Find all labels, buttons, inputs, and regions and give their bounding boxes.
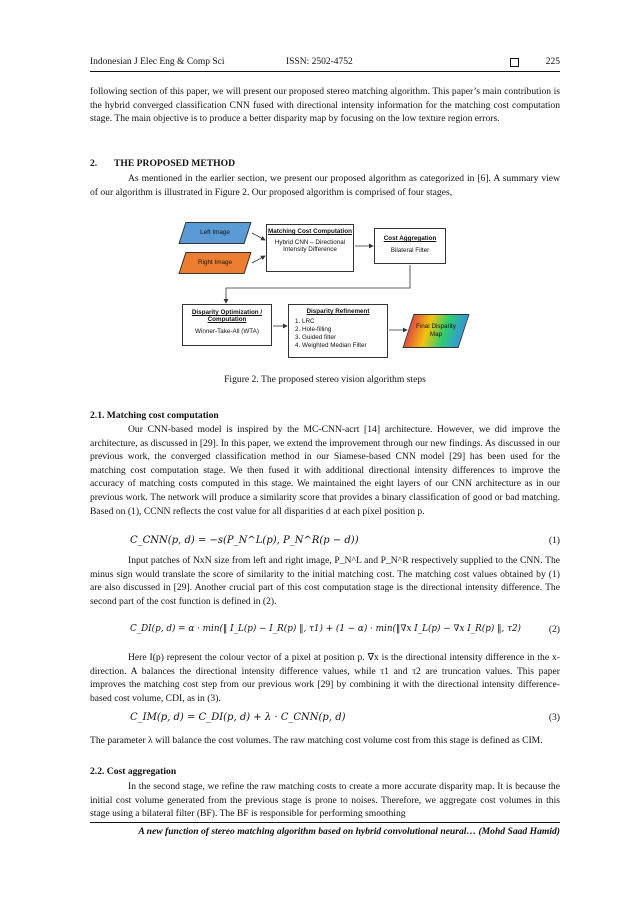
subsection-paragraph: The parameter λ will balance the cost volumes. The raw matching cost volume cost from this stage is defined as CIM. (90, 735, 543, 746)
disparity-refinement-title: Disparity Refinement (306, 308, 370, 315)
subsection-paragraph: In the second stage, we refine the raw matching costs to create a more accurate disparity map. It is because the initial cost volume generated from the previous stage is prone to noises. Therefore, we aggregate cost volumes in this stage using a bilateral filter (BF). The BF is responsible for performing smoothing (90, 781, 560, 820)
footer-divider (90, 822, 560, 823)
equation-1 (130, 535, 560, 546)
equation-1-number: (1) (548, 535, 560, 546)
cost-aggregation-title: Cost Aggregation (383, 235, 437, 242)
equation-2-number: (2) (548, 624, 560, 635)
disparity-optimization-body: Winner-Take-All (WTA) (195, 328, 259, 335)
arrow-aggregation-to-optimization (226, 265, 410, 303)
section-title: THE PROPOSED METHOD (114, 158, 235, 169)
equation-2 (130, 624, 560, 634)
subsection-paragraph: Here I(p) represent the colour vector of a pixel at position p. ∇x is the directional intensity difference in the x-direction. A balances the directional intensity difference values, while τ1 and τ2 are truncation values. This paper improves the matching cost step from our previous work [29] by combining it with the directional intensity difference-based cost volume, CDI, as in (3). (90, 652, 560, 704)
subsection-paragraph: Our CNN-based model is inspired by the MC-CNN-acrt [14] architecture. However, we did improve the architecture, as discussed in [29]. In this paper, we extend the improvement through our new findings. As discussed in our previous work, the converged classification method in our Siamese-based CNN model [29] has been used for the matching cost computation stage. We then fused it with additional directional intensity differences to improve the accuracy of matching costs computed in this stage. We maintained the eight layers of our CNN architecture as in our previous work. The network will produce a similarity score that provides a binary classification of good or bad matching. Based on (1), CCNN reflects the cost value for all disparities d at each pixel position p. (90, 424, 560, 517)
section-number: 2. (90, 158, 98, 169)
equation-3-number: (3) (548, 712, 560, 723)
running-footer: A new function of stereo matching algorithm based on hybrid convolutional neural… (Mohd Saad Hamid) (138, 826, 560, 837)
checkbox-icon (510, 58, 519, 67)
subsection-heading: 2.1. Matching cost computation (90, 410, 219, 421)
matching-cost-body: Hybrid CNN – Directional Intensity Difference (274, 239, 346, 253)
refinement-item: 2. Hole-filling (295, 326, 332, 333)
refinement-item: 3. Guided filter (295, 334, 336, 341)
right-image-node: Right Image (182, 252, 248, 274)
arrow-right-to-matching (252, 256, 265, 263)
refinement-item: 1. LRC (295, 318, 315, 325)
equation-1-text: C_CNN(p, d) = −s(P_N^L(p), P_N^R(p − d)) (130, 535, 359, 546)
section-heading (90, 158, 235, 169)
issn: ISSN: 2502-4752 (286, 57, 353, 67)
figure-diagram (176, 218, 466, 360)
refinement-item: 4. Weighted Median Filter (295, 342, 367, 349)
final-disparity-map-node: Final Disparity Map (408, 314, 464, 348)
equation-2-text: C_DI(p, d) = α · min(‖ I_L(p) − I_R(p) ‖, τ1) + (1 − α) · min(‖∇x I_L(p) − ∇x I_R(p) ‖, τ2) (130, 624, 521, 634)
figure-caption: Figure 2. The proposed stereo vision algorithm steps (224, 374, 426, 385)
diagram-arrows (176, 218, 466, 360)
cost-aggregation-body: Bilateral Filter (390, 247, 430, 254)
section-paragraph: As mentioned in the earlier section, we present our proposed algorithm as categorized in [6]. A summary view of our algorithm is illustrated in Figure 2. Our proposed algorithm is comprised of four stages, (90, 173, 560, 198)
intro-paragraph: following section of this paper, we will present our proposed stereo matching algorithm. This paper’s main contribution is the hybrid converged classification CNN fused with directional intensity information for the matching cost computation stage. The main objective is to produce a better disparity map by focusing on the low texture region errors. (90, 86, 560, 125)
subsection-paragraph: Input patches of NxN size from left and right image, P_N^L and P_N^R respectively supplied to the CNN. The minus sign would translate the score of similarity to the initial matching cost. The matching cost values obtained by (1) are also discussed in [29]. Another crucial part of this cost computation stage is the directional intensity difference. The second part of the cost function is defined in (2). (90, 555, 560, 607)
header-divider (90, 71, 560, 72)
page-number: 225 (545, 57, 560, 67)
matching-cost-title: Matching Cost Computation (268, 228, 352, 235)
arrow-left-to-matching (252, 233, 265, 240)
journal-name: Indonesian J Elec Eng & Comp Sci (90, 57, 225, 67)
equation-3 (130, 712, 560, 723)
left-image-node: Left Image (182, 222, 248, 244)
disparity-optimization-title: Disparity Optimization / Computation (191, 309, 263, 323)
subsection-heading: 2.2. Cost aggregation (90, 766, 177, 777)
equation-3-text: C_IM(p, d) = C_DI(p, d) + λ · C_CNN(p, d) (130, 712, 346, 723)
